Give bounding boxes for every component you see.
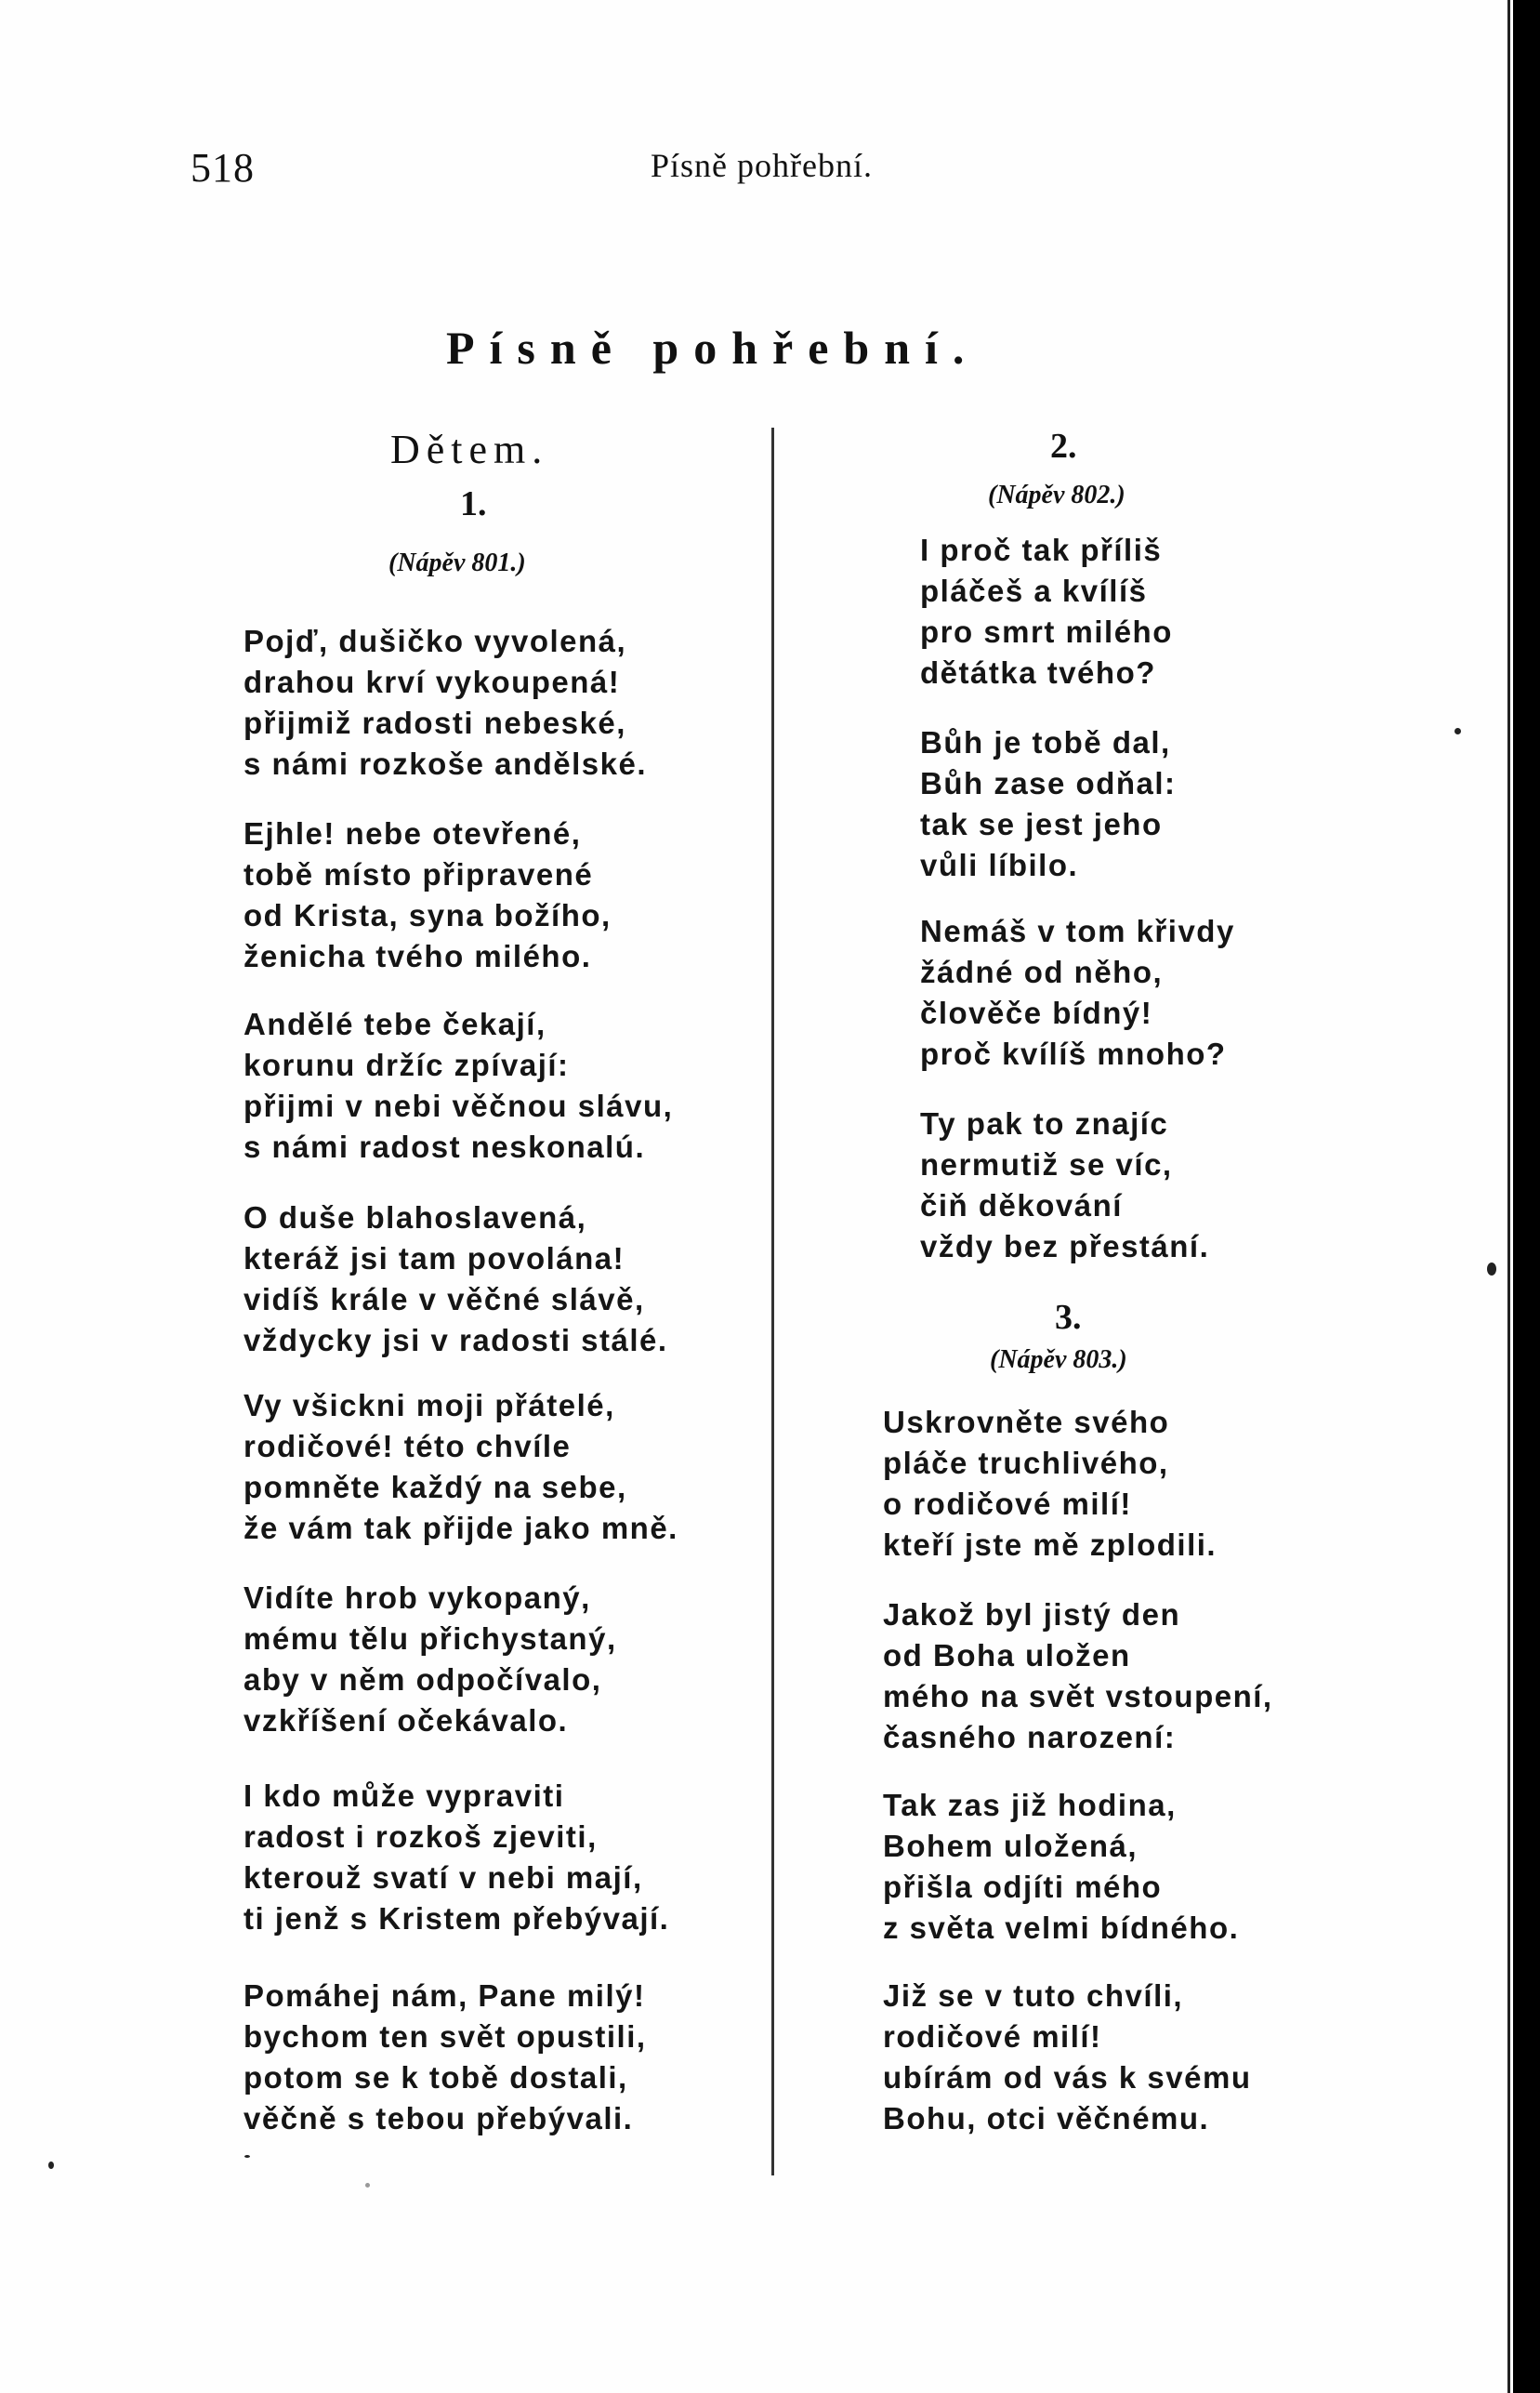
stanza xyxy=(244,1578,617,1741)
verse-line: tak se jest jeho xyxy=(920,807,1163,841)
verse-line: vidíš krále v věčné slávě, xyxy=(244,1282,645,1316)
verse-line: tobě místo připravené xyxy=(244,857,594,892)
verse-line: časného narození: xyxy=(883,1720,1177,1754)
stanza xyxy=(244,1197,668,1361)
scan-speck xyxy=(365,2183,370,2188)
verse-line: Jakož byl jistý den xyxy=(883,1597,1181,1632)
verse-line: Ejhle! nebe otevřené, xyxy=(244,816,582,851)
verse-line: I kdo může vypraviti xyxy=(244,1778,565,1813)
verse-line: rodičové milí! xyxy=(883,2019,1102,2054)
stanza xyxy=(244,813,612,977)
verse-line: kteří jste mě zplodili. xyxy=(883,1527,1218,1562)
scan-border xyxy=(1513,0,1540,2393)
stanza xyxy=(920,722,1177,886)
verse-line: rodičové! této chvíle xyxy=(244,1429,572,1463)
verse-line: Bohu, otci věčnému. xyxy=(883,2101,1210,2135)
verse-line: Bůh je tobě dal, xyxy=(920,725,1171,760)
verse-line: Andělé tebe čekají, xyxy=(244,1007,546,1041)
verse-line: Nemáš v tom křivdy xyxy=(920,914,1235,948)
verse-line: bychom ten svět opustili, xyxy=(244,2019,647,2054)
melody-reference: (Nápěv 803.) xyxy=(990,1345,1127,1374)
stanza xyxy=(883,1594,1273,1758)
verse-line: ubírám od vás k svému xyxy=(883,2060,1252,2095)
page-number: 518 xyxy=(191,145,255,191)
verse-line: Tak zas již hodina, xyxy=(883,1788,1177,1822)
stanza xyxy=(244,1976,647,2139)
stanza xyxy=(244,1776,669,1939)
verse-line: Již se v tuto chvíli, xyxy=(883,1978,1184,2013)
melody-reference: (Nápěv 801.) xyxy=(388,549,526,577)
verse-line: nermutiž se víc, xyxy=(920,1147,1173,1182)
stanza xyxy=(883,1402,1217,1566)
verse-line: vždy bez přestání. xyxy=(920,1229,1210,1263)
stanza xyxy=(920,1104,1209,1267)
verse-line: Vy všickni moji přátelé, xyxy=(244,1388,615,1422)
stanza xyxy=(920,530,1173,694)
scan-speck xyxy=(244,2155,250,2158)
verse-line: přijmiž radosti nebeské, xyxy=(244,706,626,740)
verse-line: Ty pak to znajíc xyxy=(920,1106,1169,1141)
stanza xyxy=(244,1385,678,1549)
scan-speck xyxy=(1454,728,1461,734)
verse-line: že vám tak přijde jako mně. xyxy=(244,1511,678,1545)
stanza xyxy=(883,1976,1251,2139)
stanza xyxy=(920,911,1235,1075)
verse-line: kterouž svatí v nebi mají, xyxy=(244,1860,643,1895)
stanza xyxy=(244,1004,673,1168)
verse-line: věčně s tebou přebývali. xyxy=(244,2101,634,2135)
verse-line: kteráž jsi tam povolána! xyxy=(244,1241,625,1276)
verse-line: vzkříšení očekávalo. xyxy=(244,1703,569,1738)
verse-line: dětátka tvého? xyxy=(920,655,1156,690)
verse-line: Bohem uložená, xyxy=(883,1829,1139,1863)
verse-line: od Krista, syna božího, xyxy=(244,898,612,932)
verse-line: ti jenž s Kristem přebývají. xyxy=(244,1901,670,1936)
verse-line: mého na svět vstoupení, xyxy=(883,1679,1273,1713)
verse-line: Vidíte hrob vykopaný, xyxy=(244,1580,591,1615)
verse-line: Bůh zase odňal: xyxy=(920,766,1177,800)
verse-line: pro smrt milého xyxy=(920,615,1173,649)
verse-line: žádné od něho, xyxy=(920,955,1164,989)
verse-line: čiň děkování xyxy=(920,1188,1123,1223)
verse-line: vždycky jsi v radosti stálé. xyxy=(244,1323,668,1357)
verse-line: z světa velmi bídného. xyxy=(883,1910,1240,1945)
scan-speck xyxy=(1487,1263,1496,1276)
song-number: 3. xyxy=(1055,1298,1082,1337)
verse-line: korunu držíc zpívají: xyxy=(244,1048,570,1082)
stanza xyxy=(883,1785,1239,1949)
verse-line: potom se k tobě dostali, xyxy=(244,2060,628,2095)
page-edge-rule xyxy=(1507,0,1510,2393)
verse-line: od Boha uložen xyxy=(883,1638,1131,1672)
verse-line: I proč tak příliš xyxy=(920,533,1163,567)
verse-line: proč kvílíš mnoho? xyxy=(920,1037,1227,1071)
scan-speck xyxy=(48,2162,54,2169)
song-number: 2. xyxy=(1050,427,1077,466)
verse-line: ženicha tvého milého. xyxy=(244,939,592,973)
song-number: 1. xyxy=(460,484,487,523)
verse-line: Pojď, dušičko vyvolená, xyxy=(244,624,627,658)
stanza xyxy=(244,621,647,785)
verse-line: pláče truchlivého, xyxy=(883,1446,1169,1480)
verse-line: s námi rozkoše andělské. xyxy=(244,747,648,781)
verse-line: aby v něm odpočívalo, xyxy=(244,1662,602,1697)
running-title: Písně pohřební. xyxy=(651,147,873,184)
verse-line: Uskrovněte svého xyxy=(883,1405,1170,1439)
verse-line: drahou krví vykoupená! xyxy=(244,665,621,699)
running-head xyxy=(0,144,929,200)
verse-line: radost i rozkoš zjeviti, xyxy=(244,1819,598,1854)
main-title: Písně pohřební. xyxy=(446,322,980,374)
verse-line: pomněte každý na sebe, xyxy=(244,1470,627,1504)
verse-line: s námi radost neskonalú. xyxy=(244,1130,646,1164)
verse-line: pláčeš a kvílíš xyxy=(920,574,1148,608)
section-heading: Dětem. xyxy=(390,427,549,472)
column-divider xyxy=(771,428,774,2175)
verse-line: člověče bídný! xyxy=(920,996,1153,1030)
verse-line: přišla odjíti mého xyxy=(883,1870,1163,1904)
verse-line: Pomáhej nám, Pane milý! xyxy=(244,1978,646,2013)
verse-line: o rodičové milí! xyxy=(883,1487,1132,1521)
verse-line: přijmi v nebi věčnou slávu, xyxy=(244,1089,674,1123)
melody-reference: (Nápěv 802.) xyxy=(988,481,1125,509)
verse-line: O duše blahoslavená, xyxy=(244,1200,587,1235)
verse-line: vůli líbilo. xyxy=(920,848,1079,882)
verse-line: mému tělu přichystaný, xyxy=(244,1621,617,1656)
